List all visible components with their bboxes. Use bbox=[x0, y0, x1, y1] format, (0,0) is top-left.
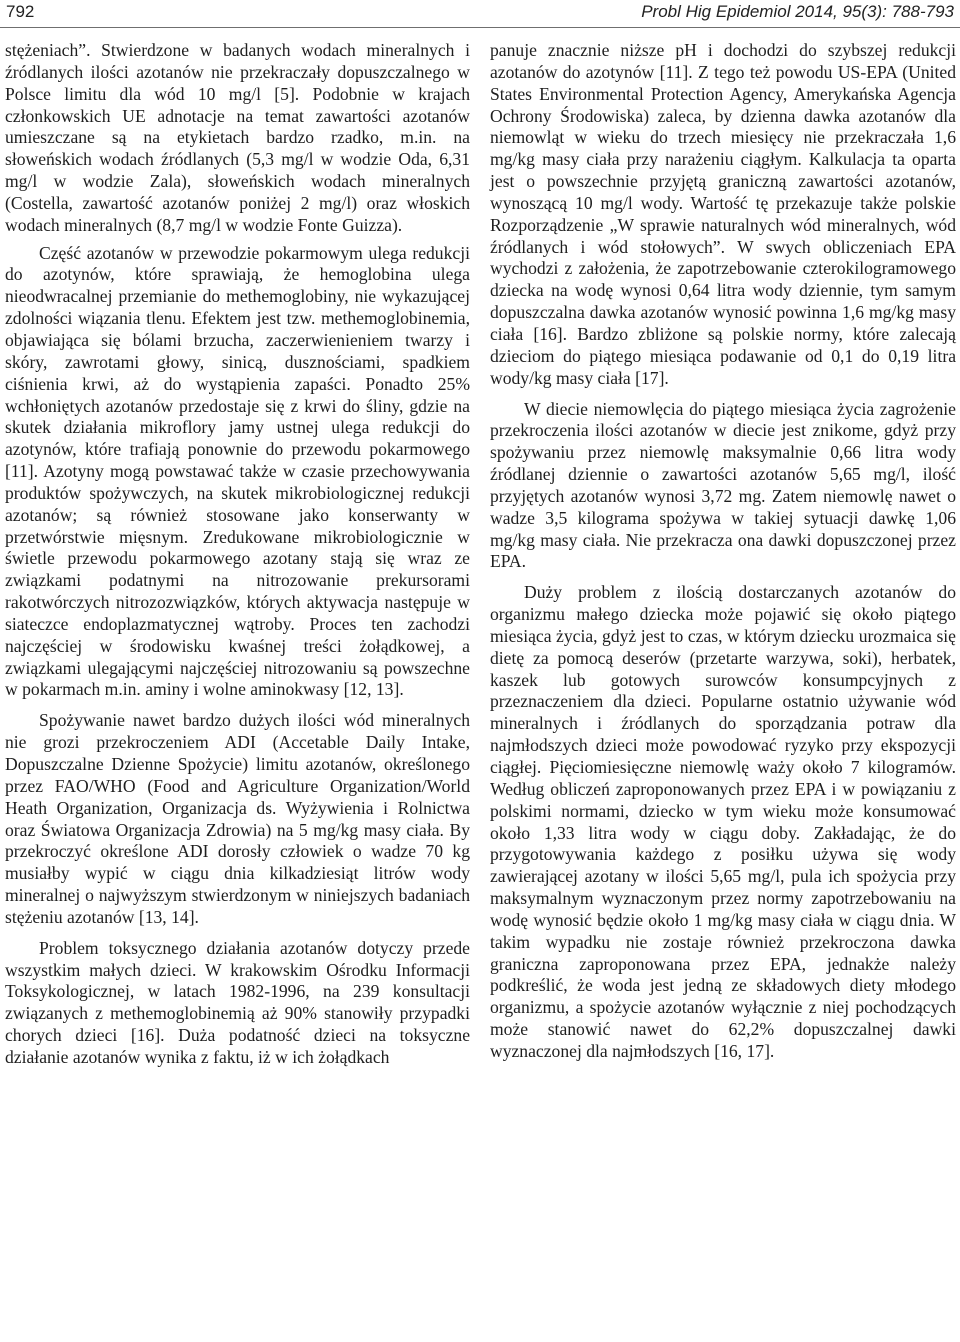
paragraph: Spożywanie nawet bardzo dużych ilości wód mineralnych nie grozi przekroczeniem ADI (Accetable Daily Intake, Dopuszczalne Dzienne Spożycie) limitu azotanów, określonego przez FAO/WHO (Food and Agriculture Organization/World Heath Organization, Organizacja ds. Wyżywienia i Rolnictwa oraz Światowa Organizacja Zdrowia) na 5 mg/kg masy ciała. By przekroczyć określone ADI dorosły człowiek o wadze 70 kg musiałby wypić w ciągu dnia kilkadziesiąt litrów wody mineralnej o najwyższym stwierdzonym w niniejszych badaniach stężeniu azotanów [13, 14]. bbox=[5, 710, 470, 927]
left-column bbox=[5, 40, 470, 1069]
paragraph: panuje znacznie niższe pH i dochodzi do szybszej redukcji azotanów do azotynów [11]. Z tego też powodu US-EPA (United States Environmental Protection Agency, Amerykańska Agencja Ochrony Środowiska) zaleca, by dzienna dawka azotanów dla niemowląt w wieku do trzech miesięcy nie przekraczała 1,6 mg/kg masy ciała przy narażeniu ciągłym. Kalkulacja ta oparta jest o powszechnie przyjętą graniczną zawartości azotanów, wynoszącą 10 mg/l wody. Wartość tę przekazuje także polskie Rozporządzenie „W sprawie naturalnych wód mineralnych, wód źródlanych i wód stołowych”. W swych obliczeniach EPA wychodzi z założenia, że zapotrzebowanie czterokilogramowego dziecka na wodę wynosi 0,64 litra wody dziennie, tym samym dopuszczalna dawka azotanów wynosić powinna 1,6 mg/kg masy ciała [16]. Bardzo zbliżone są polskie normy, które zalecają dzieciom do piątego miesiąca podawanie od 0,1 do 0,19 litra wody/kg masy ciała [17]. bbox=[490, 40, 956, 388]
paragraph: Część azotanów w przewodzie pokarmowym ulega redukcji do azotynów, które sprawiają, że hemoglobina ulega nieodwracalnej przemianie do methemoglobiny, nie wykazującej zdolności wiązania tlenu. Efektem jest tzw. methemoglobinemia, objawiająca się bólami brzucha, zaczerwienieniem twarzy i skóry, zawrotami głowy, sinicą, dusznościami, spadkiem ciśnienia krwi, aż do wystąpienia zapaści. Ponadto 25% wchłoniętych azotanów przedostaje się z krwi do śliny, gdzie na skutek działania mikroflory jamy ustnej ulega redukcji do azotynów, które trafiają ponownie do przewodu pokarmowego [11]. Azotyny mogą powstawać także w czasie przechowywania produktów spożywczych, na skutek mikrobiologicznej redukcji azotanów; są również stosowane jako konserwanty w przetwórstwie mięsnym. Zredukowane mikrobiologicznie w świetle przewodu pokarmowego azotany stają się wraz ze związkami podatnymi na nitrozowanie prekursorami rakotwórczych nitrozozwiązków, których aktywacja następuje w siateczce endoplazmatycznej wątroby. Proces ten zachodzi najczęściej w środowisku kwaśnej treści żołądkowej, a związkami ulegającymi najczęściej nitrozowaniu są powszechne w pokarmach m.in. aminy i wolne aminokwasy [12, 13]. bbox=[5, 242, 470, 700]
paragraph: Problem toksycznego działania azotanów dotyczy przede wszystkim małych dzieci. W krakowskim Ośrodku Informacji Toksykologicznej, w latach 1982-1996, na 239 konsultacji związanych z methemoglobinemią aż 90% stanowiły przypadki chorych dzieci [16]. Duża podatność dzieci na toksyczne działanie azotanów wynika z faktu, iż w ich żołądkach bbox=[5, 937, 470, 1067]
header-rule bbox=[0, 27, 960, 28]
page-header bbox=[0, 0, 960, 28]
right-column bbox=[490, 40, 956, 1063]
paragraph: stężeniach”. Stwierdzone w badanych wodach mineralnych i źródlanych ilości azotanów nie przekraczały dopuszczalnego w Polsce limitu dla wód 10 mg/l [5]. Podobnie w krajach członkowskich UE adnotacje na temat zawartości azotanów umieszczane są na etykietach bardzo rzadko, m.in. na słoweńskich wodach źródlanych (5,3 mg/l w wodzie Oda, 6,31 mg/l w wodzie Zala), słoweńskich wodach mineralnych (Costella, zawartość azotanów poniżej 2 mg/l) oraz włoskich wodach mineralnych (8,7 mg/l w wodzie Fonte Guizza). bbox=[5, 40, 470, 235]
page-number: 792 bbox=[6, 2, 35, 21]
paragraph: Duży problem z ilością dostarczanych azotanów do organizmu małego dziecka może pojawić się około piątego miesiąca życia, gdyż jest to czas, w którym dziecku urozmaica się dietę za pomocą deserów (przetarte warzywa, soki), herbatek, kaszek lub gotowych surowców konsumpcyjnych z przeznaczeniem dla dzieci. Popularne ostatnio używanie wód mineralnych i źródlanych do sporządzania potraw dla najmłodszych dzieci może powodować ryzyko przy ekspozycji ciągłej. Pięciomiesięczne niemowlę waży około 7 kilogramów. Według obliczeń zaproponowanych przez EPA i w powiązaniu z polskimi normami, dziecko w tym wieku może konsumować około 1,33 litra wody w ciągu doby. Zakładając, że do przygotowywania każdego z posiłku używa się wody zawierającej azotany w ilości 5,65 mg/l, pula ich spożycia przy maksymalnym wyznaczonym przez normy zapotrzebowaniu na wodę wynosić będzie około 1 mg/kg masy ciała w ciągu dnia. W takim wypadku nie zostaje również przekroczona dawka graniczna zaproponowana przez EPA, jednakże należy podkreślić, że woda jest jedną ze składowych diety młodego organizmu, a spożycie azotanów wyłącznie z niej pochodzących może stanowić nawet do 62,2% dopuszczalnej dawki wyznaczonej dla najmłodszych [16, 17]. bbox=[490, 582, 956, 1061]
journal-citation: Probl Hig Epidemiol 2014, 95(3): 788-793 bbox=[641, 2, 954, 21]
paragraph: W diecie niemowlęcia do piątego miesiąca życia zagrożenie przekroczenia ilości azotanów w diecie jest znikome, gdyż przy spożywaniu przez niemowlę maksymalnie 0,66 litra wody źródlanej dziennie o zawartości azotanów 5,65 mg/l, ilość przyjętych azotanów wynosi 3,72 mg. Zatem niemowlę nawet o wadze 3,5 kilograma spożywa w takiej sytuacji dawkę 1,06 mg/kg masy ciała. Nie przekracza ona dawki dopuszczonej przez EPA. bbox=[490, 398, 956, 572]
